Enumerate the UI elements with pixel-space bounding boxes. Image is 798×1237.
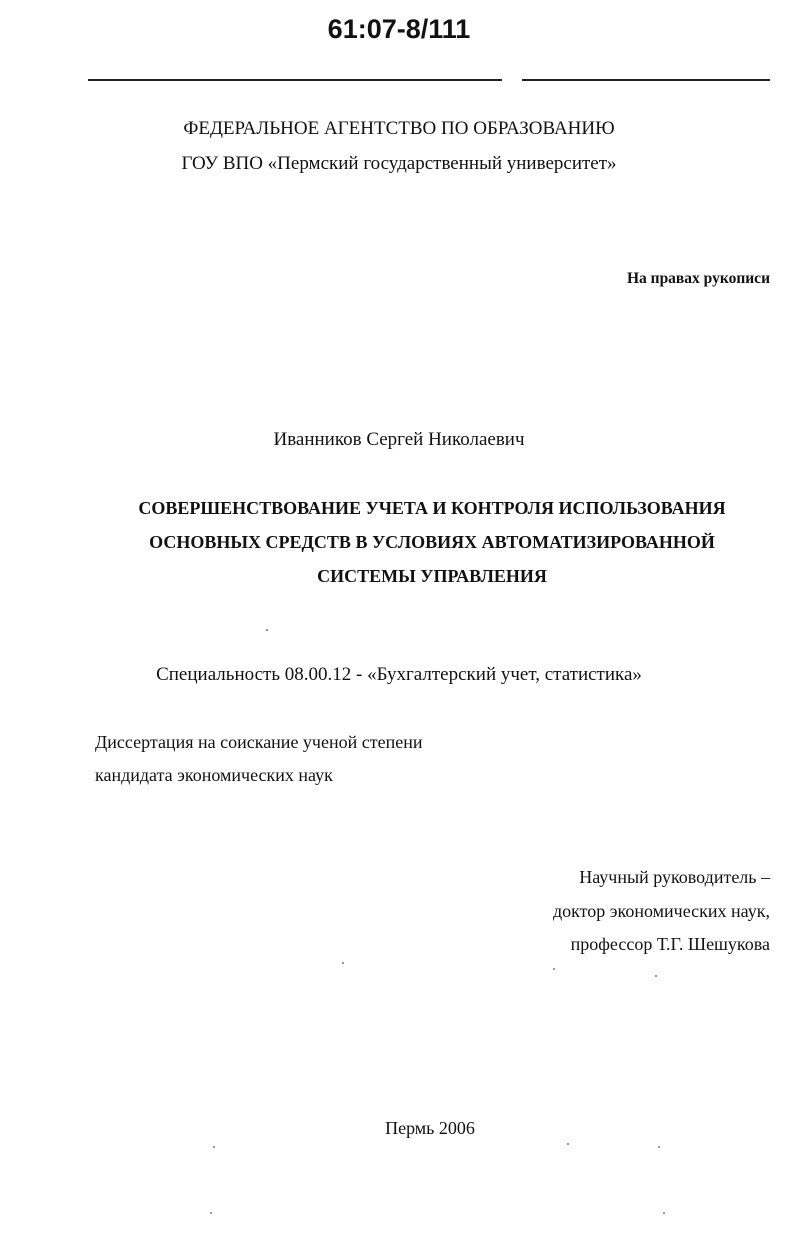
scan-speck — [210, 1212, 212, 1214]
title-line-2: ОСНОВНЫХ СРЕДСТВ В УСЛОВИЯХ АВТОМАТИЗИРОВАННОЙ — [149, 532, 715, 552]
header-rule-right — [522, 79, 770, 81]
supervisor-degree: доктор экономических наук, — [553, 901, 770, 921]
author-name: Иванников Сергей Николаевич — [273, 429, 525, 450]
scan-speck — [266, 629, 268, 631]
manuscript-note: На правах рукописи — [626, 270, 770, 287]
supervisor-role: Научный руководитель – — [579, 867, 770, 887]
catalog-code: 61:07-8/111 — [327, 14, 471, 44]
degree-line-2: кандидата экономических наук — [95, 765, 333, 785]
title-line-1: СОВЕРШЕНСТВОВАНИЕ УЧЕТА И КОНТРОЛЯ ИСПОЛЬЗОВАНИЯ — [138, 498, 726, 518]
header-rule-left — [88, 79, 502, 81]
scan-speck — [655, 975, 657, 977]
scan-speck — [213, 1146, 215, 1148]
scan-speck — [553, 968, 555, 970]
scan-speck — [663, 1212, 665, 1214]
scan-speck — [567, 1143, 569, 1145]
city-year: Пермь 2006 — [385, 1118, 475, 1138]
agency-name: ФЕДЕРАЛЬНОЕ АГЕНТСТВО ПО ОБРАЗОВАНИЮ — [183, 118, 615, 139]
title-line-3: СИСТЕМЫ УПРАВЛЕНИЯ — [317, 566, 547, 586]
university-name: ГОУ ВПО «Пермский государственный университет» — [181, 153, 617, 174]
supervisor-name: профессор Т.Г. Шешукова — [570, 934, 770, 954]
scan-speck — [658, 1146, 660, 1148]
degree-line-1: Диссертация на соискание ученой степени — [95, 732, 423, 752]
specialty-line: Специальность 08.00.12 - «Бухгалтерский учет, статистика» — [156, 664, 642, 685]
scan-speck — [342, 962, 344, 964]
